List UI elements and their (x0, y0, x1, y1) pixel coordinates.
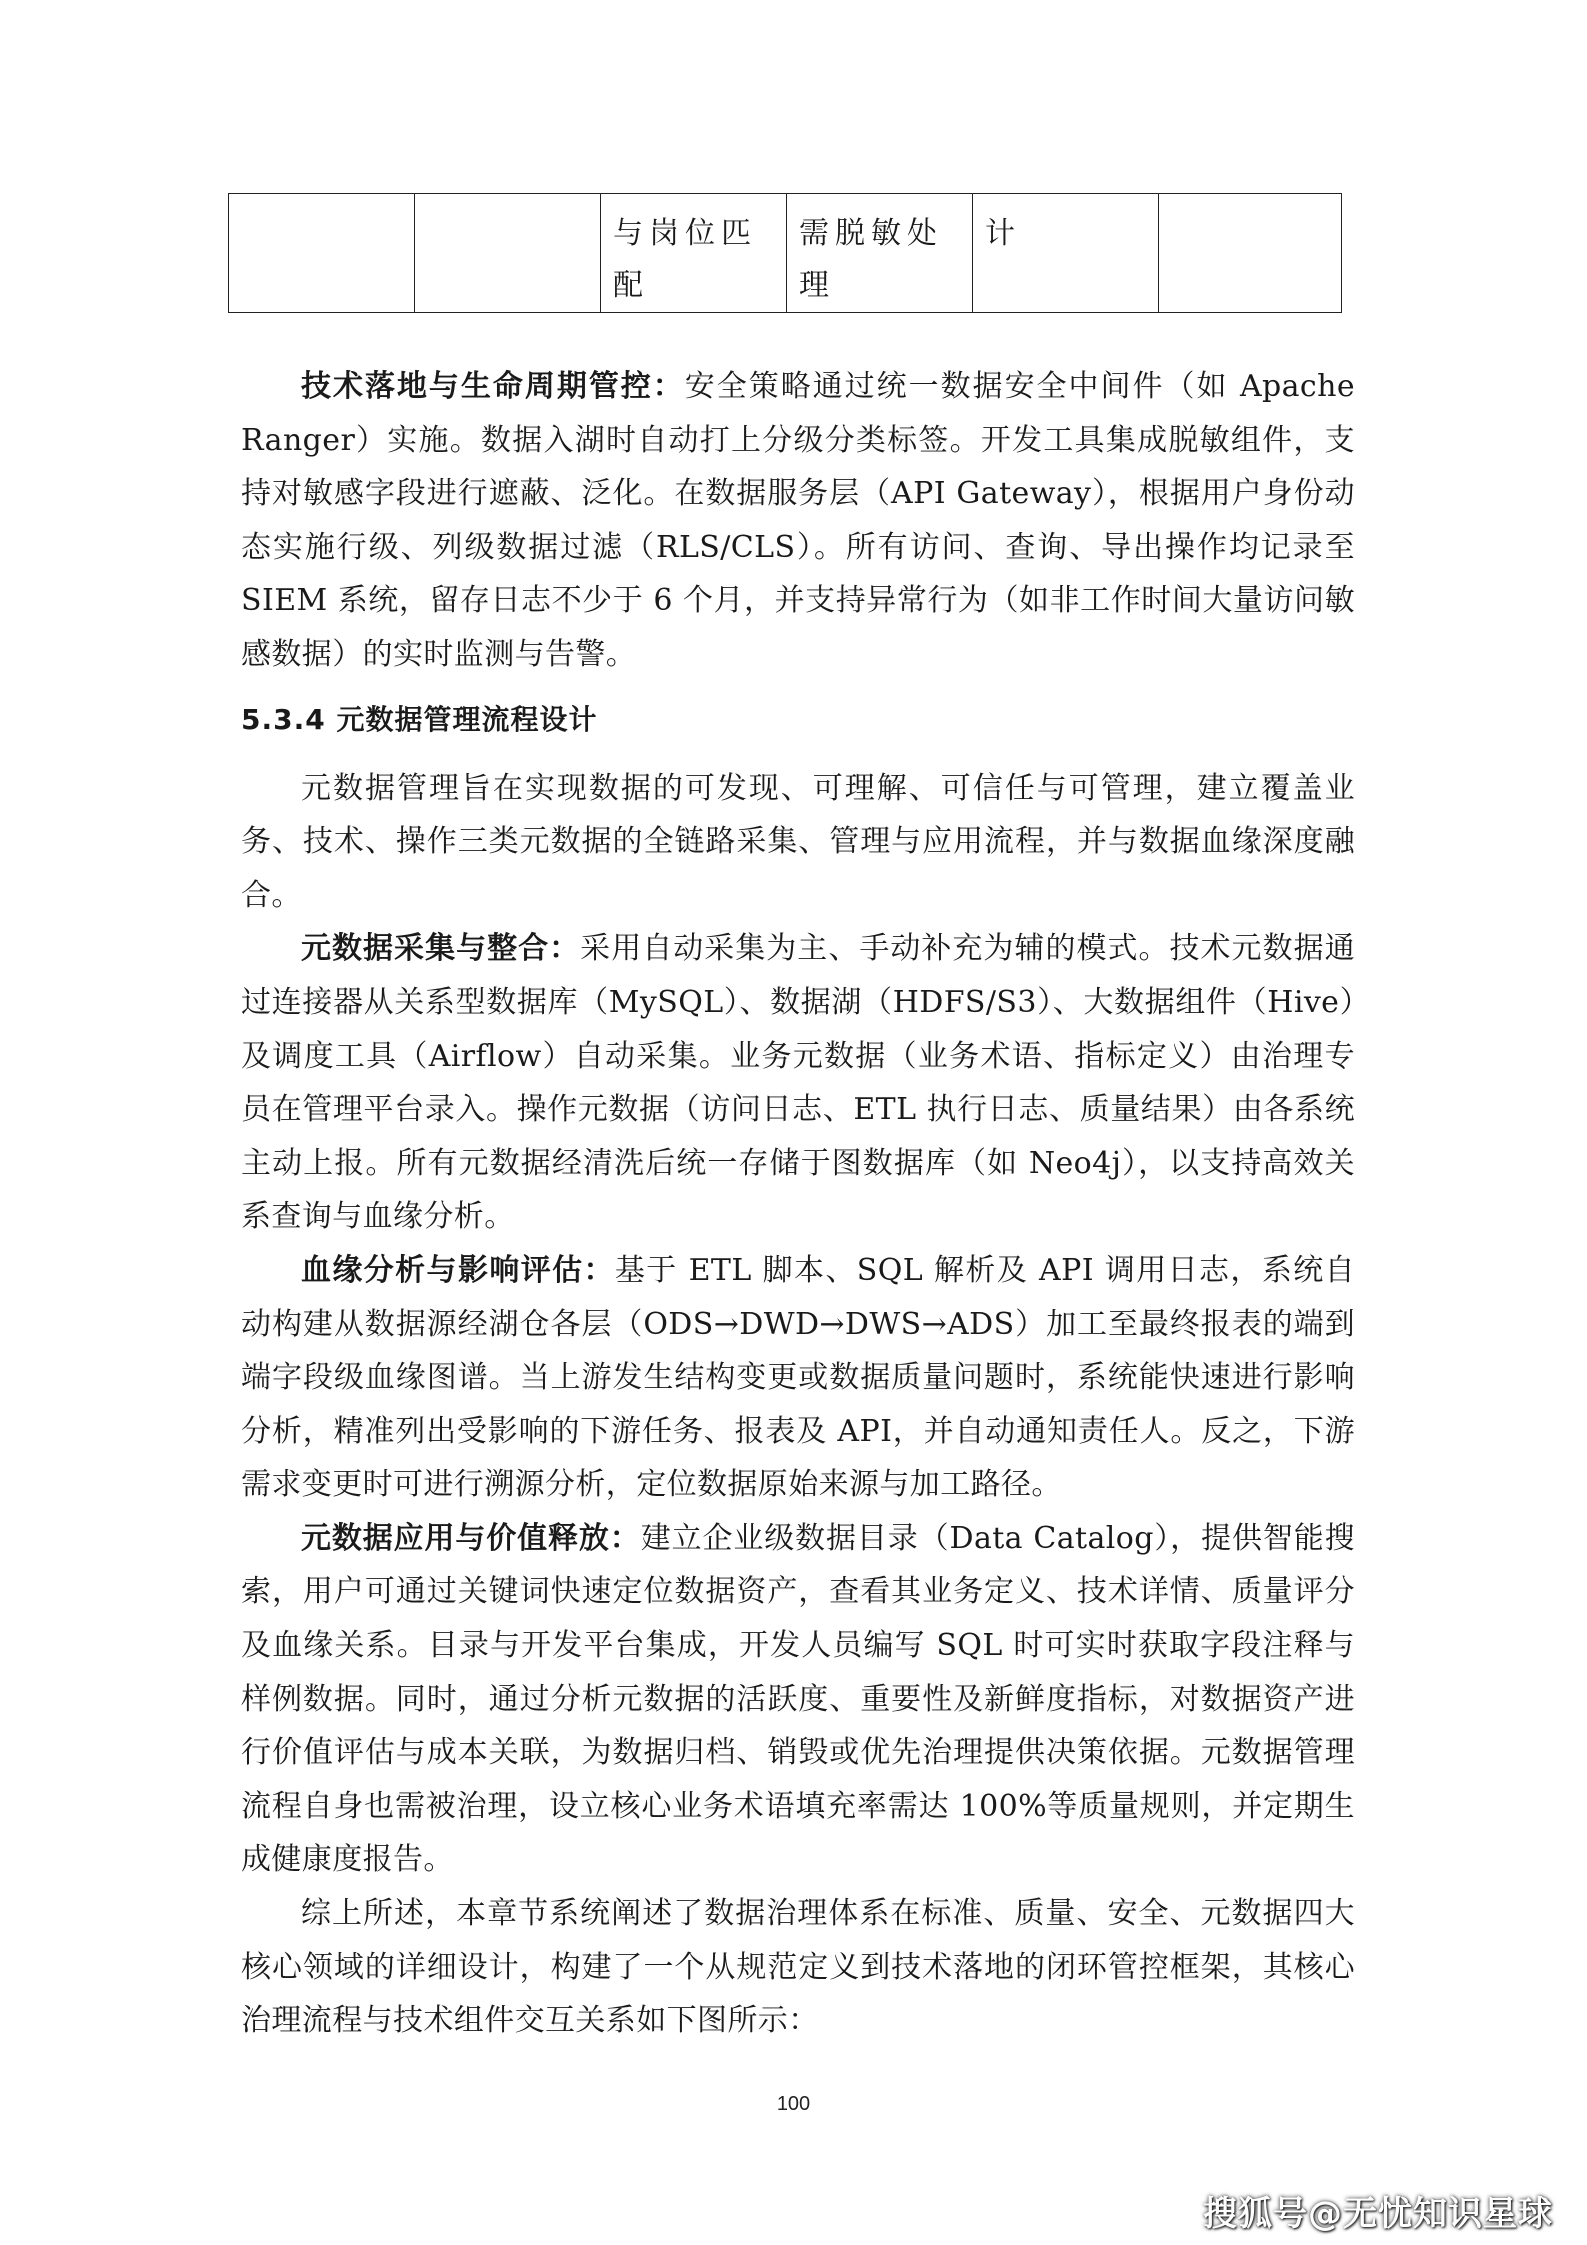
paragraph-text: 基于 ETL 脚本、SQL 解析及 API 调用日志，系统自动构建从数据源经湖仓各层（ODS→DWD→DWS→ADS）加工至最终报表的端到端字段级血缘图谱。当上游发生结构变更或数据质量问题时，系统能快速进行影响分析，精准列出受影响的下游任务、报表及 API，并自动通知责任人。反之，下游需求变更时可进行溯源分析，定位数据原始来源与加工路径。 (241, 1252, 1355, 1503)
paragraph-lineage (241, 1244, 1355, 1512)
body-content (241, 360, 1355, 2048)
paragraph-text: 采用自动采集为主、手动补充为辅的模式。技术元数据通过连接器从关系型数据库（MySQL）、数据湖（HDFS/S3）、大数据组件（Hive）及调度工具（Airflow）自动采集。业务元数据（业务术语、指标定义）由治理专员在管理平台录入。操作元数据（访问日志、ETL 执行日志、质量结果）由各系统主动上报。所有元数据经清洗后统一存储于图数据库（如 Neo4j），以支持高效关系查询与血缘分析。 (241, 931, 1356, 1235)
paragraph-lead: 技术落地与生命周期管控： (301, 369, 685, 404)
table-fragment (228, 193, 1342, 313)
table-cell (1159, 194, 1342, 313)
paragraph-lead: 元数据应用与价值释放： (301, 1520, 641, 1556)
section-heading: 5.3.4 元数据管理流程设计 (241, 702, 598, 736)
table-cell (415, 194, 601, 313)
watermark: 搜狐号@无忧知识星球 (1203, 2194, 1553, 2234)
table-cell: 计 (973, 194, 1159, 313)
paragraph-tech-landing (241, 360, 1355, 682)
paragraph-application (241, 1512, 1355, 1887)
paragraph-intro (241, 762, 1355, 923)
table-cell (229, 194, 415, 313)
paragraph-lead: 血缘分析与影响评估： (301, 1252, 615, 1288)
paragraph-lead: 元数据采集与整合： (301, 931, 581, 967)
paragraph-collection (241, 922, 1355, 1244)
table-cell: 需脱敏处理 (787, 194, 973, 313)
table-row (229, 194, 1342, 313)
page-number: 100 (776, 2093, 811, 2115)
paragraph-summary (241, 1887, 1355, 2048)
paragraph-text: 元数据管理旨在实现数据的可发现、可理解、可信任与可管理，建立覆盖业务、技术、操作三类元数据的全链路采集、管理与应用流程，并与数据血缘深度融合。 (241, 770, 1355, 913)
paragraph-text: 建立企业级数据目录（Data Catalog），提供智能搜索，用户可通过关键词快速定位数据资产，查看其业务定义、技术详情、质量评分及血缘关系。目录与开发平台集成，开发人员编写 SQL 时可实时获取字段注释与样例数据。同时，通过分析元数据的活跃度、重要性及新鲜度指标，对数据资产进行价值评估与成本关联，为数据归档、销毁或优先治理提供决策依据。元数据管理流程自身也需被治理，设立核心业务术语填充率需达 100%等质量规则，并定期生成健康度报告。 (241, 1520, 1355, 1878)
paragraph-text: 综上所述，本章节系统阐述了数据治理体系在标准、质量、安全、元数据四大核心领域的详细设计，构建了一个从规范定义到技术落地的闭环管控框架，其核心治理流程与技术组件交互关系如下图所示： (241, 1896, 1355, 2039)
paragraph-text: 安全策略通过统一数据安全中间件（如 Apache Ranger）实施。数据入湖时自动打上分级分类标签。开发工具集成脱敏组件，支持对敏感字段进行遮蔽、泛化。在数据服务层（API Gateway），根据用户身份动态实施行级、列级数据过滤（RLS/CLS）。所有访问、查询、导出操作均记录至 SIEM 系统，留存日志不少于 6 个月，并支持异常行为（如非工作时间大量访问敏感数据）的实时监测与告警。 (241, 369, 1355, 672)
table-cell: 与岗位匹配 (601, 194, 787, 313)
